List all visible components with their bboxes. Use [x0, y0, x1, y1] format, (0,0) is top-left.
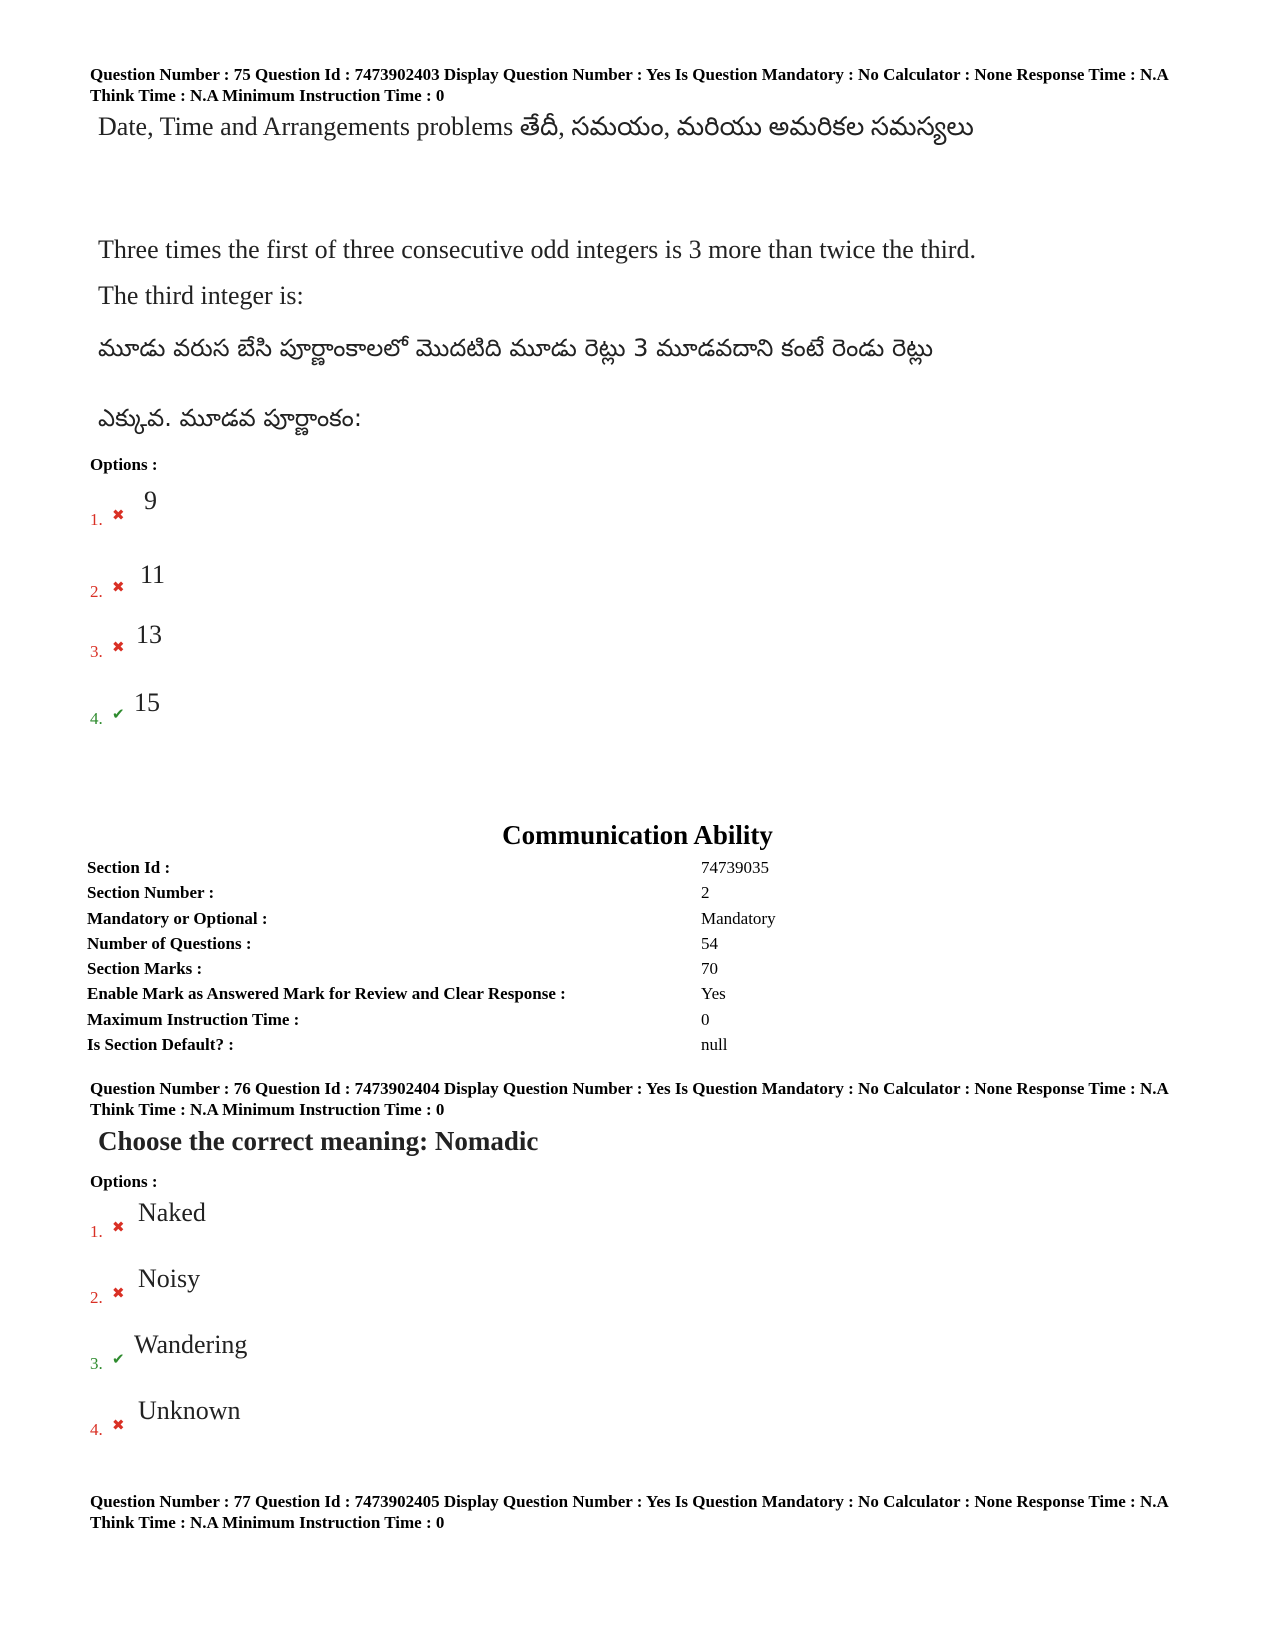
question-75-text-en-line1: Three times the first of three consecutive odd integers is 3 more than twice the third. — [98, 235, 976, 264]
option-value: 13 — [136, 620, 162, 649]
question-76-option-3 — [90, 1330, 490, 1380]
question-76-meta: Question Number : 76 Question Id : 7473902404 Display Question Number : Yes Is Question Mandatory : No Calculator : None Response Time : N.A Think Time : N.A Minimum Instruction Time : 0 — [90, 1079, 1168, 1119]
option-value: 15 — [134, 688, 160, 717]
section-row-key: Section Marks : — [87, 959, 203, 979]
section-title: Communication Ability — [502, 820, 773, 850]
question-75-meta: Question Number : 75 Question Id : 7473902403 Display Question Number : Yes Is Question Mandatory : No Calculator : None Response Time : N.A Think Time : N.A Minimum Instruction Time : 0 — [90, 65, 1168, 105]
question-76-option-4 — [90, 1396, 490, 1446]
section-row — [87, 1035, 1087, 1060]
question-76-option-2 — [90, 1264, 490, 1314]
section-row-key: Section Number : — [87, 883, 215, 903]
section-row-value: Mandatory — [701, 908, 776, 928]
section-row-value: 74739035 — [701, 858, 769, 877]
option-number: 4. — [90, 1420, 103, 1439]
section-row-value: 0 — [701, 1009, 710, 1029]
cross-icon: ✖ — [112, 1218, 125, 1236]
option-number: 2. — [90, 582, 103, 601]
question-75-option-2 — [90, 560, 490, 610]
option-value: 9 — [144, 486, 157, 515]
question-76-text: Choose the correct meaning: Nomadic — [98, 1126, 539, 1156]
question-75-option-4 — [90, 688, 490, 738]
option-number: 4. — [90, 709, 103, 728]
section-row-key: Number of Questions : — [87, 933, 252, 953]
question-75-text-te-line2: ఎక్కువ. మూడవ పూర్ణాంకం: — [98, 404, 362, 432]
option-value: Noisy — [138, 1264, 201, 1293]
check-icon: ✔ — [112, 1350, 125, 1368]
question-75-text-en-line2: The third integer is: — [98, 281, 304, 310]
option-number: 3. — [90, 1354, 103, 1373]
section-row — [87, 883, 1087, 908]
cross-icon: ✖ — [112, 1416, 125, 1434]
option-value: Wandering — [134, 1330, 248, 1359]
section-row-value: 54 — [701, 933, 718, 953]
section-row-value: 2 — [701, 883, 710, 903]
cross-icon: ✖ — [112, 506, 125, 524]
question-75-options-label: Options : — [90, 455, 158, 474]
option-number: 2. — [90, 1288, 103, 1307]
section-row-value: null — [701, 1035, 728, 1055]
option-value: Naked — [138, 1198, 206, 1227]
option-value: Unknown — [138, 1396, 241, 1425]
section-row — [87, 909, 1087, 934]
option-number: 1. — [90, 510, 103, 529]
question-75-text-te-line1: మూడు వరుస బేసి పూర్ణాంకాలలో మొదటిది మూడు రెట్లు 3 మూడవదాని కంటే రెండు రెట్లు — [98, 334, 934, 362]
question-76-options-label: Options : — [90, 1172, 158, 1191]
cross-icon: ✖ — [112, 638, 125, 656]
option-number: 1. — [90, 1222, 103, 1241]
section-row-value: Yes — [701, 984, 726, 1004]
section-row — [87, 858, 1087, 883]
section-row-key: Is Section Default? : — [87, 1035, 234, 1055]
section-row — [87, 1010, 1087, 1035]
option-value: 11 — [140, 560, 166, 589]
check-icon: ✔ — [112, 705, 125, 723]
question-76-option-1 — [90, 1198, 490, 1248]
section-row — [87, 984, 1087, 1009]
section-row-value: 70 — [701, 959, 718, 979]
section-row-key: Enable Mark as Answered Mark for Review and Clear Response : — [87, 984, 566, 1004]
section-row — [87, 959, 1087, 984]
section-info-table — [87, 858, 1087, 1060]
question-77-meta: Question Number : 77 Question Id : 7473902405 Display Question Number : Yes Is Question Mandatory : No Calculator : None Response Time : N.A Think Time : N.A Minimum Instruction Time : 0 — [90, 1492, 1168, 1532]
section-row — [87, 934, 1087, 959]
section-row-key: Section Id : — [87, 858, 171, 877]
question-75-option-3 — [90, 620, 490, 670]
cross-icon: ✖ — [112, 578, 125, 596]
question-75-option-1 — [90, 486, 490, 536]
section-row-key: Maximum Instruction Time : — [87, 1009, 300, 1029]
section-row-key: Mandatory or Optional : — [87, 908, 268, 928]
cross-icon: ✖ — [112, 1284, 125, 1302]
question-75-topic: Date, Time and Arrangements problems తేదీ, సమయం, మరియు అమరికల సమస్యలు — [98, 112, 974, 141]
option-number: 3. — [90, 642, 103, 661]
